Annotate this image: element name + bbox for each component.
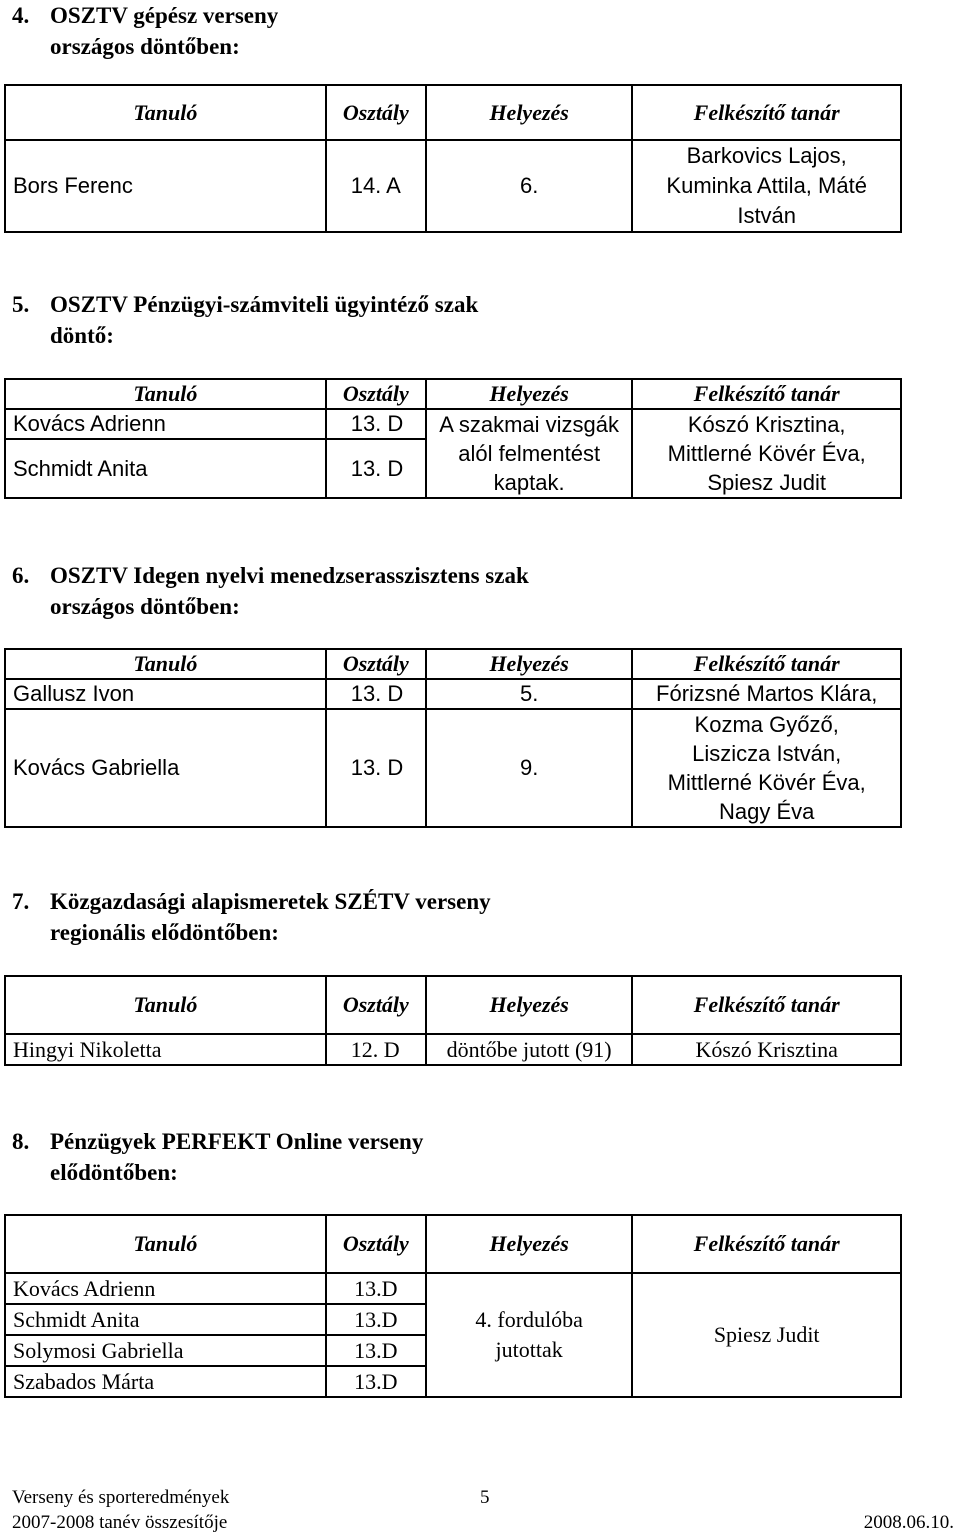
section-7-heading [12,886,491,948]
header-class: Osztály [326,1215,426,1273]
student-class: 13. D [326,679,426,709]
teacher-line: Nagy Éva [718,799,815,824]
teacher: Kószó Krisztina [632,1034,901,1065]
section-title: OSZTV gépész verseny [50,3,279,28]
placement-line: jutottak [495,1337,563,1362]
footer-page-number: 5 [480,1487,490,1508]
section-6-table [4,648,902,828]
section-4-heading [12,0,278,62]
student-class: 13.D [326,1304,426,1335]
teacher-line: Kuminka Attila, Máté [666,173,867,198]
student-class: 13. D [326,409,426,439]
table-row [5,709,901,827]
section-subtitle: országos döntőben: [50,34,240,59]
header-place: Helyezés [426,976,632,1034]
student-name: Kovács Adrienn [5,409,326,439]
teacher-line: Mittlerné Kövér Éva, [667,441,866,466]
section-subtitle: döntő: [50,323,114,348]
section-5-heading [12,289,478,351]
placement: 5. [426,679,632,709]
header-teacher: Felkészítő tanár [632,85,901,140]
student-name: Gallusz Ivon [5,679,326,709]
footer-left-line1: Verseny és sporteredmények [12,1487,230,1508]
placement-line: A szakmai vizsgák [439,412,620,437]
teacher-cell [632,709,901,827]
placement: 9. [426,709,632,827]
header-student: Tanuló [5,379,326,409]
student-class: 13.D [326,1366,426,1397]
teacher-line: Barkovics Lajos, [686,143,847,168]
table-row [5,679,901,709]
teacher: Fórizsné Martos Klára, [632,679,901,709]
student-name: Szabados Márta [5,1366,326,1397]
section-title: OSZTV Idegen nyelvi menedzserasszisztens szak [50,563,529,588]
section-number: 7. [12,889,30,914]
placement: 6. [426,140,632,232]
section-4-table [4,84,902,233]
teacher-cell [632,140,901,232]
section-title: Pénzügyek PERFEKT Online verseny [50,1129,424,1154]
student-class: 13.D [326,1273,426,1304]
student-class: 14. A [326,140,426,232]
section-8-table [4,1214,902,1398]
placement-line: alól felmentést [458,441,601,466]
section-title: OSZTV Pénzügyi-számviteli ügyintéző szak [50,292,479,317]
header-student: Tanuló [5,649,326,679]
section-6-heading [12,560,529,622]
header-class: Osztály [326,649,426,679]
footer-left-line2: 2007-2008 tanév összesítője [12,1512,228,1533]
header-place: Helyezés [426,1215,632,1273]
header-class: Osztály [326,976,426,1034]
teacher-line: Kószó Krisztina, [687,412,846,437]
student-name: Schmidt Anita [5,439,326,498]
section-title: Közgazdasági alapismeretek SZÉTV verseny [50,889,491,914]
student-name: Hingyi Nikoletta [5,1034,326,1065]
header-class: Osztály [326,379,426,409]
placement-line: kaptak. [493,470,565,495]
placement-cell [426,409,632,498]
student-class: 12. D [326,1034,426,1065]
section-subtitle: országos döntőben: [50,594,240,619]
header-teacher: Felkészítő tanár [632,649,901,679]
table-header-row [5,85,901,140]
table-row [5,409,901,439]
table-row [5,1034,901,1065]
section-number: 4. [12,3,30,28]
teacher-line: Liszicza István, [692,741,842,766]
student-name: Solymosi Gabriella [5,1335,326,1366]
header-student: Tanuló [5,85,326,140]
table-header-row [5,976,901,1034]
header-teacher: Felkészítő tanár [632,379,901,409]
table-row [5,1273,901,1304]
header-teacher: Felkészítő tanár [632,976,901,1034]
footer-date: 2008.06.10. [863,1512,954,1533]
student-class: 13.D [326,1335,426,1366]
header-place: Helyezés [426,379,632,409]
header-place: Helyezés [426,649,632,679]
student-name: Schmidt Anita [5,1304,326,1335]
table-row [5,140,901,232]
section-subtitle: regionális elődöntőben: [50,920,279,945]
teacher-cell [632,409,901,498]
teacher-line: Mittlerné Kövér Éva, [667,770,866,795]
placement-cell [426,1273,632,1397]
teacher: Spiesz Judit [632,1273,901,1397]
section-8-heading [12,1126,423,1188]
header-class: Osztály [326,85,426,140]
teacher-line: István [737,203,797,228]
student-name: Kovács Adrienn [5,1273,326,1304]
student-class: 13. D [326,709,426,827]
section-number: 8. [12,1129,30,1154]
header-teacher: Felkészítő tanár [632,1215,901,1273]
section-number: 6. [12,563,30,588]
section-5-table [4,378,902,499]
teacher-line: Spiesz Judit [707,470,826,495]
header-student: Tanuló [5,1215,326,1273]
table-header-row [5,379,901,409]
table-header-row [5,1215,901,1273]
placement-line: 4. fordulóba [475,1307,583,1332]
table-header-row [5,649,901,679]
teacher-line: Kozma Győző, [694,712,839,737]
placement: döntőbe jutott (91) [426,1034,632,1065]
header-student: Tanuló [5,976,326,1034]
section-number: 5. [12,292,30,317]
student-name: Bors Ferenc [5,140,326,232]
student-name: Kovács Gabriella [5,709,326,827]
section-subtitle: elődöntőben: [50,1160,178,1185]
student-class: 13. D [326,439,426,498]
section-7-table [4,975,902,1066]
header-place: Helyezés [426,85,632,140]
